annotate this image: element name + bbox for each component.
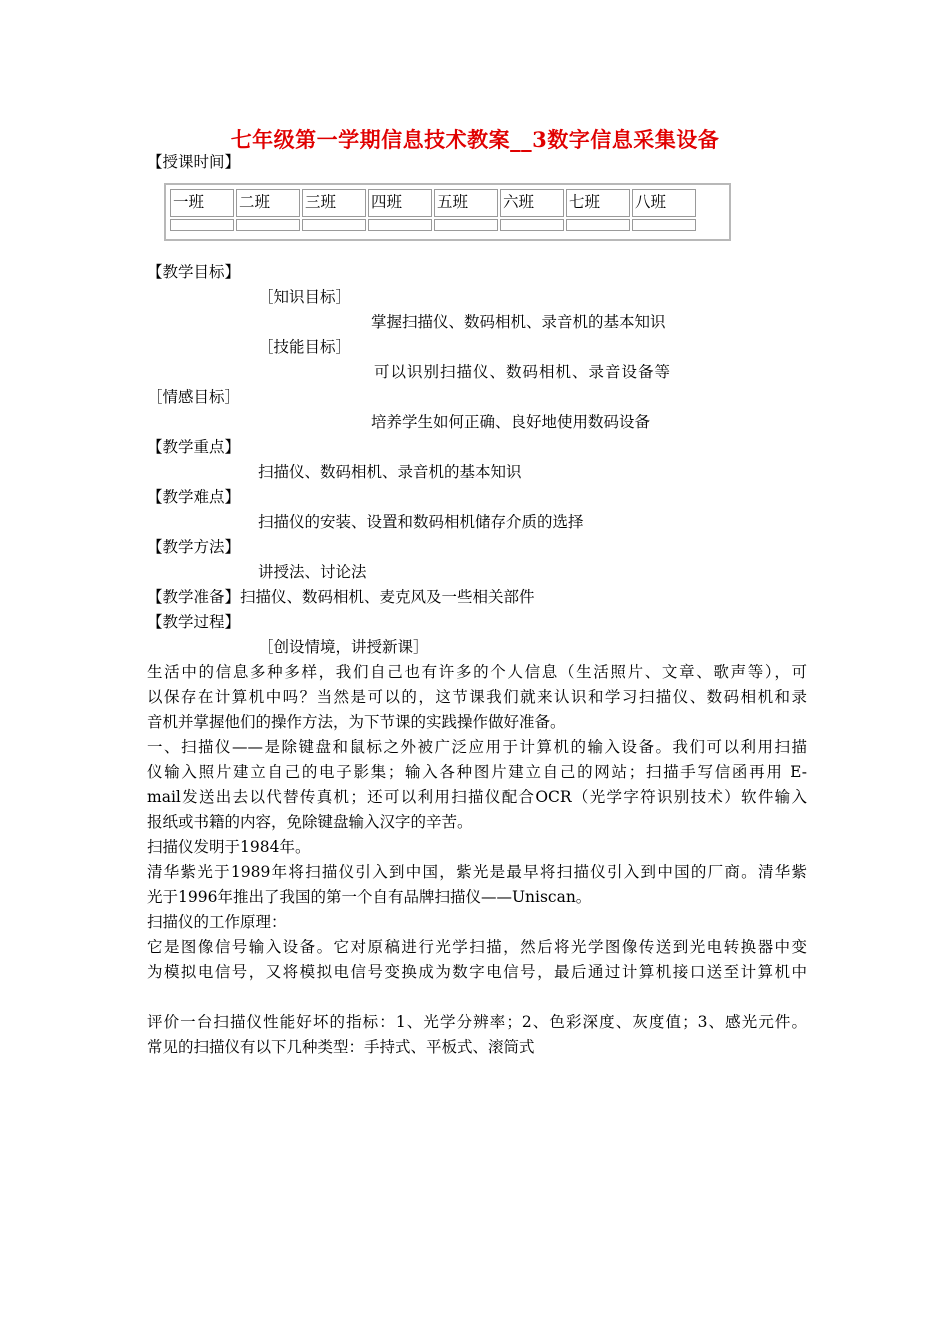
schedule-table-frame [164, 183, 731, 241]
schedule-header-row [170, 189, 696, 217]
schedule-empty-cell [368, 219, 432, 231]
body-line: 以保存在计算机中吗？当然是可以的，这节课我们就来认识和学习扫描仪、数码相机和录 [147, 688, 807, 706]
schedule-heading: 【授课时间】 [147, 153, 241, 171]
emotion-goal-label: ［情感目标］ [147, 388, 241, 406]
schedule-empty-cell [632, 219, 696, 231]
body-line: 扫描仪发明于1984年。 [147, 838, 311, 856]
difficulties-heading: 【教学难点】 [147, 488, 241, 506]
skill-goal-label: ［技能目标］ [258, 338, 352, 356]
schedule-class-cell: 五班 [434, 189, 498, 217]
methods-heading: 【教学方法】 [147, 538, 241, 556]
schedule-empty-cell [170, 219, 234, 231]
preparation-line: 【教学准备】扫描仪、数码相机、麦克风及一些相关部件 [147, 588, 535, 606]
body-line: 光于1996年推出了我国的第一个自有品牌扫描仪——Uniscan。 [147, 888, 592, 906]
schedule-empty-cell [434, 219, 498, 231]
schedule-empty-cell [500, 219, 564, 231]
schedule-empty-row [170, 219, 696, 231]
document-title: 七年级第一学期信息技术教案__3数字信息采集设备 [230, 127, 720, 152]
schedule-class-cell: 七班 [566, 189, 630, 217]
emotion-goal-text: 培养学生如何正确、良好地使用数码设备 [371, 413, 651, 431]
schedule-class-cell: 二班 [236, 189, 300, 217]
schedule-table [168, 187, 698, 233]
schedule-class-cell: 六班 [500, 189, 564, 217]
skill-goal-text: 可以识别扫描仪、数码相机、录音设备等 [374, 363, 672, 381]
body-line: 生活中的信息多种多样，我们自己也有许多的个人信息（生活照片、文章、歌声等），可 [147, 663, 807, 681]
body-line: 扫描仪的工作原理： [147, 913, 287, 931]
body-line: 报纸或书籍的内容，免除键盘输入汉字的辛苦。 [147, 813, 473, 831]
body-line: mail发送出去以代替传真机；还可以利用扫描仪配合OCR（光学字符识别技术）软件输入 [147, 788, 807, 806]
goals-heading: 【教学目标】 [147, 263, 241, 281]
process-heading: 【教学过程】 [147, 613, 241, 631]
knowledge-goal-label: ［知识目标］ [258, 288, 352, 306]
schedule-empty-cell [302, 219, 366, 231]
schedule-class-cell: 四班 [368, 189, 432, 217]
difficulties-text: 扫描仪的安装、设置和数码相机储存介质的选择 [258, 513, 584, 531]
body-line: 常见的扫描仪有以下几种类型：手持式、平板式、滚筒式 [147, 1038, 535, 1056]
body-line: 一、扫描仪——是除键盘和鼠标之外被广泛应用于计算机的输入设备。我们可以利用扫描 [147, 738, 807, 756]
body-line: 为模拟电信号，又将模拟电信号变换成为数字电信号，最后通过计算机接口送至计算机中 [147, 963, 807, 981]
body-line: 音机并掌握他们的操作方法，为下节课的实践操作做好准备。 [147, 713, 566, 731]
schedule-class-cell: 三班 [302, 189, 366, 217]
body-line: 仪输入照片建立自己的电子影集；输入各种图片建立自己的网站；扫描手写信函再用 E- [147, 763, 807, 781]
schedule-empty-cell [236, 219, 300, 231]
schedule-class-cell: 一班 [170, 189, 234, 217]
process-subheading: ［创设情境，讲授新课］ [258, 638, 429, 656]
body-line: 评价一台扫描仪性能好坏的指标：1、光学分辨率；2、色彩深度、灰度值；3、感光元件。 [147, 1013, 807, 1031]
key-points-text: 扫描仪、数码相机、录音机的基本知识 [258, 463, 522, 481]
knowledge-goal-text: 掌握扫描仪、数码相机、录音机的基本知识 [371, 313, 666, 331]
key-points-heading: 【教学重点】 [147, 438, 241, 456]
schedule-class-cell: 八班 [632, 189, 696, 217]
schedule-empty-cell [566, 219, 630, 231]
body-line: 清华紫光于1989年将扫描仪引入到中国，紫光是最早将扫描仪引入到中国的厂商。清华紫 [147, 863, 807, 881]
body-line: 它是图像信号输入设备。它对原稿进行光学扫描，然后将光学图像传送到光电转换器中变 [147, 938, 807, 956]
methods-text: 讲授法、讨论法 [258, 563, 367, 581]
